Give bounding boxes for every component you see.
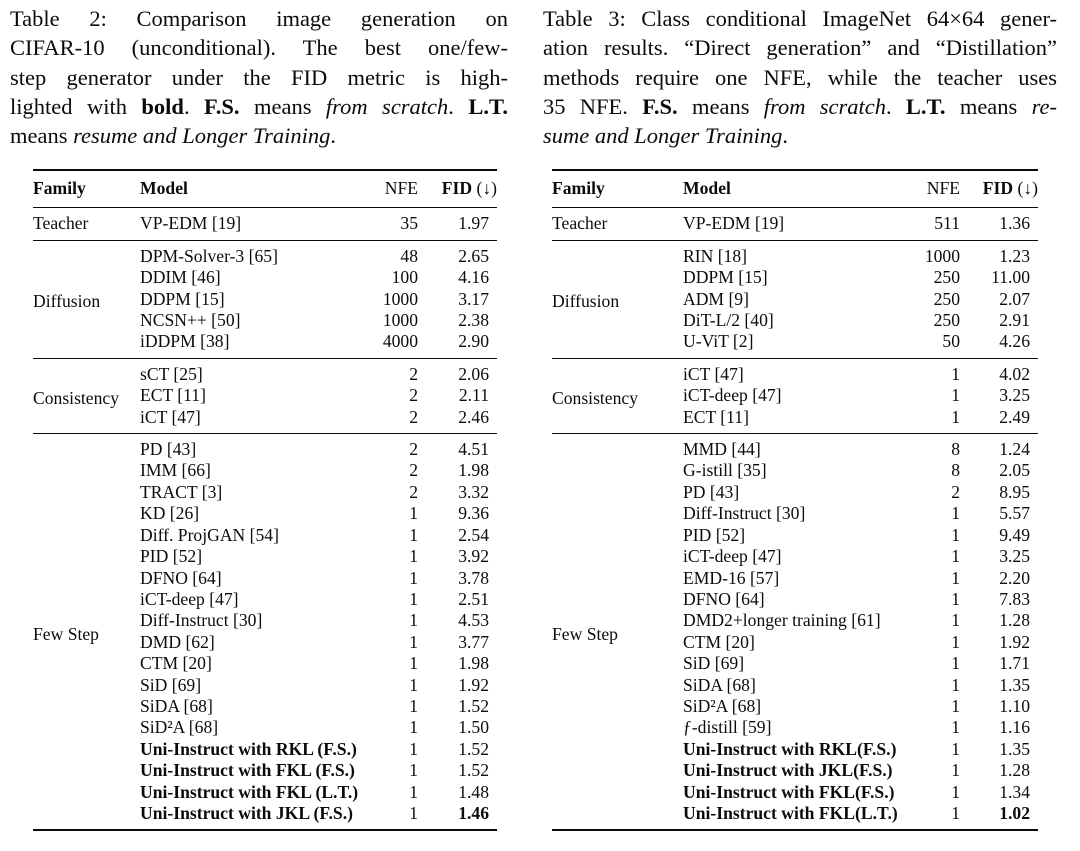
text-segment: methods require one NFE, while the teacher uses xyxy=(543,64,1057,90)
nfe-cell: 2 xyxy=(360,434,420,461)
caption-line xyxy=(543,121,1057,150)
col-header-nfe xyxy=(910,170,962,208)
fid-cell: 2.51 xyxy=(458,588,489,609)
nfe-cell: 1 xyxy=(951,738,960,759)
nfe-cell: 511 xyxy=(910,208,962,240)
caption-line xyxy=(10,92,508,121)
nfe-cell: 1 xyxy=(951,385,960,406)
col-header-family xyxy=(552,170,683,208)
fid-cell: 3.17 xyxy=(458,288,489,309)
model-cell: DPM-Solver-3 [65] xyxy=(140,240,360,267)
model-cell: SiD [69] xyxy=(683,653,745,674)
fid-cell: 1.52 xyxy=(458,695,489,716)
model-cell: Diff-Instruct [30] xyxy=(683,503,806,524)
text-segment: means xyxy=(945,93,1032,119)
col-header-nfe xyxy=(360,170,420,208)
nfe-cell: 1000 xyxy=(910,240,962,267)
fid-cell: 4.51 xyxy=(420,434,497,461)
nfe-cell: 1000 xyxy=(382,288,418,309)
fid-cell: 4.53 xyxy=(458,610,489,631)
nfe-cell: 1 xyxy=(409,695,418,716)
fid-cell: 1.16 xyxy=(999,717,1030,738)
fid-cell: 2.90 xyxy=(458,331,489,352)
text-segment: (↓) xyxy=(1017,178,1038,198)
model-cell: PD [43] xyxy=(140,434,360,461)
table3-imagenet64 xyxy=(552,169,1038,831)
nfe-cell: 1 xyxy=(951,610,960,631)
nfe-cell: 1000 xyxy=(382,310,418,331)
nfe-cell: 2 xyxy=(409,481,418,502)
fid-cell: 1.50 xyxy=(458,717,489,738)
fid-cell: 2.91 xyxy=(999,310,1030,331)
model-cell: Uni-Instruct with FKL (L.T.) xyxy=(140,781,359,802)
nfe-cell: 1 xyxy=(951,695,960,716)
table-row xyxy=(552,434,1038,461)
text-segment: 35 NFE. xyxy=(543,93,643,119)
nfe-cell: 35 xyxy=(360,208,420,240)
text-segment: sume and Longer Training xyxy=(543,123,783,149)
nfe-cell: 250 xyxy=(933,310,960,331)
header-row xyxy=(33,170,497,208)
col-header-fid xyxy=(420,170,497,208)
model-cell: Uni-Instruct with JKL (F.S.) xyxy=(140,802,353,823)
fid-cell: 1.10 xyxy=(999,695,1030,716)
nfe-cell: 1 xyxy=(951,588,960,609)
fid-cell: 1.35 xyxy=(999,674,1030,695)
nfe-cell: 1 xyxy=(409,546,418,567)
model-cell: SiDA [68] xyxy=(140,695,213,716)
text-segment: Table 3: Class conditional ImageNet 64×64 gener- xyxy=(543,6,1057,31)
model-cell: CTM [20] xyxy=(683,631,755,652)
text-segment: from scratch xyxy=(325,93,449,119)
nfe-cell: 50 xyxy=(942,331,960,352)
model-cell: PD [43] xyxy=(683,481,740,502)
nfe-cell: 1 xyxy=(409,760,418,781)
fid-cell: 1.28 xyxy=(999,760,1030,781)
model-cell: ƒ-distill [59] xyxy=(683,717,772,738)
model-cell: DFNO [64] xyxy=(140,567,222,588)
fid-cell: 11.00 xyxy=(991,267,1030,288)
text-segment: means xyxy=(239,93,326,119)
model-cell: VP-EDM [19] xyxy=(683,208,910,240)
text-segment: F.S. xyxy=(204,93,240,119)
model-cell: DFNO [64] xyxy=(683,588,765,609)
caption-line xyxy=(543,4,1057,33)
caption-line xyxy=(543,33,1057,62)
text-segment: resume and Longer Training xyxy=(73,123,331,149)
fid-cell: 8.95 xyxy=(999,481,1030,502)
fid-cell: 3.25 xyxy=(999,546,1030,567)
table3-caption xyxy=(543,4,1057,150)
model-cell: KD [26] xyxy=(140,503,200,524)
fid-cell: 3.77 xyxy=(458,631,489,652)
fid-cell: 9.36 xyxy=(458,503,489,524)
nfe-cell: 1 xyxy=(409,610,418,631)
model-cell: ADM [9] xyxy=(683,288,749,309)
fid-cell: 2.54 xyxy=(458,524,489,545)
model-cell: ECT [11] xyxy=(683,406,749,427)
nfe-cell: 250 xyxy=(933,288,960,309)
text-segment: . xyxy=(782,123,789,149)
fid-cell: 5.57 xyxy=(999,503,1030,524)
text-segment: (↓) xyxy=(476,178,497,198)
model-cell: SiD [69] xyxy=(140,674,202,695)
nfe-cell: 100 xyxy=(391,267,418,288)
model-cell: MMD [44] xyxy=(683,434,910,461)
fid-cell: 1.02 xyxy=(999,802,1030,823)
model-cell: iCT [47] xyxy=(140,406,201,427)
text-segment: NFE xyxy=(926,178,960,198)
fid-cell: 9.49 xyxy=(999,524,1030,545)
text-segment: ation results. “Direct generation” and “Distillation” xyxy=(543,35,1057,61)
fid-cell: 1.35 xyxy=(999,738,1030,759)
text-segment: Model xyxy=(683,178,731,198)
model-cell: Uni-Instruct with JKL(F.S.) xyxy=(683,760,893,781)
nfe-cell: 1 xyxy=(951,760,960,781)
text-segment: L.T. xyxy=(468,93,508,119)
fid-cell: 2.38 xyxy=(458,310,489,331)
fid-cell: 2.05 xyxy=(999,460,1030,481)
caption-line xyxy=(10,63,508,92)
text-segment: re- xyxy=(1031,93,1057,119)
model-cell: VP-EDM [19] xyxy=(140,208,360,240)
model-cell: iCT-deep [47] xyxy=(683,546,782,567)
nfe-cell: 1 xyxy=(409,781,418,802)
nfe-cell: 1 xyxy=(951,674,960,695)
fid-cell: 2.49 xyxy=(999,406,1030,427)
model-cell: EMD-16 [57] xyxy=(683,567,780,588)
table2-caption xyxy=(10,4,508,150)
fid-cell: 1.92 xyxy=(999,631,1030,652)
model-cell: SiD²A [68] xyxy=(140,717,219,738)
table-row xyxy=(33,434,497,461)
model-cell: PID [52] xyxy=(140,546,203,567)
model-cell: sCT [25] xyxy=(140,358,360,385)
text-segment: lighted with xyxy=(10,93,142,119)
model-cell: G-istill [35] xyxy=(683,460,767,481)
model-cell: CTM [20] xyxy=(140,653,212,674)
nfe-cell: 48 xyxy=(360,240,420,267)
fid-cell: 3.32 xyxy=(458,481,489,502)
family-cell: Diffusion xyxy=(33,240,140,358)
text-segment: NFE xyxy=(384,178,418,198)
fid-cell: 1.48 xyxy=(458,781,489,802)
fid-cell: 1.97 xyxy=(420,208,497,240)
family-cell: Teacher xyxy=(552,208,683,240)
model-cell: ECT [11] xyxy=(140,385,206,406)
fid-cell: 4.16 xyxy=(458,267,489,288)
nfe-cell: 1 xyxy=(951,503,960,524)
text-segment: F.S. xyxy=(642,93,678,119)
nfe-cell: 4000 xyxy=(382,331,418,352)
fid-cell: 1.34 xyxy=(999,781,1030,802)
nfe-cell: 1 xyxy=(409,631,418,652)
table-row xyxy=(33,240,497,267)
text-segment: . xyxy=(448,93,469,119)
nfe-cell: 2 xyxy=(409,385,418,406)
col-header-model xyxy=(683,170,910,208)
nfe-cell: 1 xyxy=(409,717,418,738)
fid-cell: 1.36 xyxy=(962,208,1038,240)
col-header-fid xyxy=(962,170,1038,208)
fid-cell: 2.06 xyxy=(420,358,497,385)
fid-cell: 3.92 xyxy=(458,546,489,567)
model-cell: TRACT [3] xyxy=(140,481,223,502)
model-cell: DDPM [15] xyxy=(140,288,225,309)
model-cell: DDPM [15] xyxy=(683,267,768,288)
caption-line xyxy=(543,63,1057,92)
model-cell: Uni-Instruct with RKL(F.S.) xyxy=(683,738,897,759)
nfe-cell: 1 xyxy=(951,406,960,427)
fid-cell: 2.07 xyxy=(999,288,1030,309)
nfe-cell: 1 xyxy=(951,524,960,545)
nfe-cell: 1 xyxy=(409,503,418,524)
family-cell: Diffusion xyxy=(552,240,683,358)
table-row xyxy=(33,358,497,385)
text-segment: Model xyxy=(140,178,188,198)
nfe-cell: 1 xyxy=(409,738,418,759)
text-segment: . xyxy=(885,93,906,119)
col-header-model xyxy=(140,170,360,208)
fid-cell: 1.28 xyxy=(999,610,1030,631)
model-cell: iCT [47] xyxy=(683,358,910,385)
table2-cifar10 xyxy=(33,169,497,831)
nfe-cell: 2 xyxy=(951,481,960,502)
nfe-cell: 1 xyxy=(409,802,418,823)
nfe-cell: 2 xyxy=(409,460,418,481)
model-cell: SiD²A [68] xyxy=(683,695,762,716)
nfe-cell: 1 xyxy=(409,567,418,588)
nfe-cell: 8 xyxy=(910,434,962,461)
model-cell: iDDPM [38] xyxy=(140,331,230,352)
fid-cell: 3.25 xyxy=(999,385,1030,406)
fid-cell: 2.46 xyxy=(458,406,489,427)
model-cell: DMD [62] xyxy=(140,631,215,652)
text-segment: . xyxy=(330,123,337,149)
fid-cell: 1.24 xyxy=(962,434,1038,461)
nfe-cell: 1 xyxy=(409,524,418,545)
table-row xyxy=(33,208,497,240)
model-cell: iCT-deep [47] xyxy=(683,385,782,406)
nfe-cell: 2 xyxy=(360,358,420,385)
model-cell: DMD2+longer training [61] xyxy=(683,610,881,631)
fid-cell: 2.65 xyxy=(420,240,497,267)
nfe-cell: 1 xyxy=(951,653,960,674)
text-segment: L.T. xyxy=(905,93,946,119)
model-cell: Diff-Instruct [30] xyxy=(140,610,263,631)
fid-cell: 1.71 xyxy=(999,653,1030,674)
model-cell: U-ViT [2] xyxy=(683,331,754,352)
text-segment: bold xyxy=(141,93,184,119)
fid-cell: 1.52 xyxy=(458,760,489,781)
caption-line xyxy=(10,4,508,33)
text-segment: Table 2: Comparison image generation on xyxy=(10,6,508,31)
caption-line xyxy=(10,121,508,150)
family-cell: Few Step xyxy=(552,434,683,831)
family-cell: Few Step xyxy=(33,434,140,831)
fid-cell: 4.26 xyxy=(999,331,1030,352)
header-row xyxy=(552,170,1038,208)
model-cell: RIN [18] xyxy=(683,240,910,267)
text-segment: FID xyxy=(982,178,1018,198)
model-cell: DDIM [46] xyxy=(140,267,221,288)
text-segment: means xyxy=(677,93,764,119)
model-cell: iCT-deep [47] xyxy=(140,588,239,609)
nfe-cell: 1 xyxy=(951,631,960,652)
model-cell: DiT-L/2 [40] xyxy=(683,310,774,331)
caption-line xyxy=(543,92,1057,121)
fid-cell: 1.23 xyxy=(962,240,1038,267)
fid-cell: 4.02 xyxy=(962,358,1038,385)
nfe-cell: 1 xyxy=(409,588,418,609)
nfe-cell: 1 xyxy=(409,674,418,695)
nfe-cell: 1 xyxy=(409,653,418,674)
nfe-cell: 1 xyxy=(951,802,960,823)
nfe-cell: 1 xyxy=(951,781,960,802)
text-segment: step generator under the FID metric is high- xyxy=(10,64,508,90)
table-row xyxy=(552,240,1038,267)
model-cell: SiDA [68] xyxy=(683,674,756,695)
family-cell: Consistency xyxy=(552,358,683,433)
fid-cell: 7.83 xyxy=(999,588,1030,609)
text-segment: CIFAR-10 (unconditional). The best one/few- xyxy=(10,35,508,61)
model-cell: PID [52] xyxy=(683,524,746,545)
family-cell: Teacher xyxy=(33,208,140,240)
model-cell: Uni-Instruct with FKL(L.T.) xyxy=(683,802,898,823)
model-cell: Uni-Instruct with FKL(F.S.) xyxy=(683,781,895,802)
fid-cell: 1.52 xyxy=(458,738,489,759)
model-cell: Uni-Instruct with FKL (F.S.) xyxy=(140,760,355,781)
table2-wrap xyxy=(33,169,497,831)
nfe-cell: 250 xyxy=(933,267,960,288)
model-cell: NCSN++ [50] xyxy=(140,310,241,331)
fid-cell: 1.98 xyxy=(458,460,489,481)
fid-cell: 1.46 xyxy=(458,802,489,823)
nfe-cell: 1 xyxy=(951,546,960,567)
model-cell: Uni-Instruct with RKL (F.S.) xyxy=(140,738,357,759)
model-cell: Diff. ProjGAN [54] xyxy=(140,524,279,545)
caption-line xyxy=(10,33,508,62)
fid-cell: 2.11 xyxy=(458,385,489,406)
text-segment: FID xyxy=(441,178,477,198)
table-row xyxy=(552,358,1038,385)
nfe-cell: 1 xyxy=(951,717,960,738)
nfe-cell: 1 xyxy=(910,358,962,385)
nfe-cell: 2 xyxy=(409,406,418,427)
text-segment: Family xyxy=(33,178,86,198)
col-header-family xyxy=(33,170,140,208)
fid-cell: 1.92 xyxy=(458,674,489,695)
table-row xyxy=(552,208,1038,240)
text-segment: Family xyxy=(552,178,605,198)
fid-cell: 1.98 xyxy=(458,653,489,674)
table3-wrap xyxy=(552,169,1038,831)
fid-cell: 3.78 xyxy=(458,567,489,588)
family-cell: Consistency xyxy=(33,358,140,433)
nfe-cell: 8 xyxy=(951,460,960,481)
nfe-cell: 1 xyxy=(951,567,960,588)
text-segment: . xyxy=(183,93,205,119)
fid-cell: 2.20 xyxy=(999,567,1030,588)
model-cell: IMM [66] xyxy=(140,460,211,481)
text-segment: from scratch xyxy=(763,93,886,119)
text-segment: means xyxy=(10,123,74,149)
